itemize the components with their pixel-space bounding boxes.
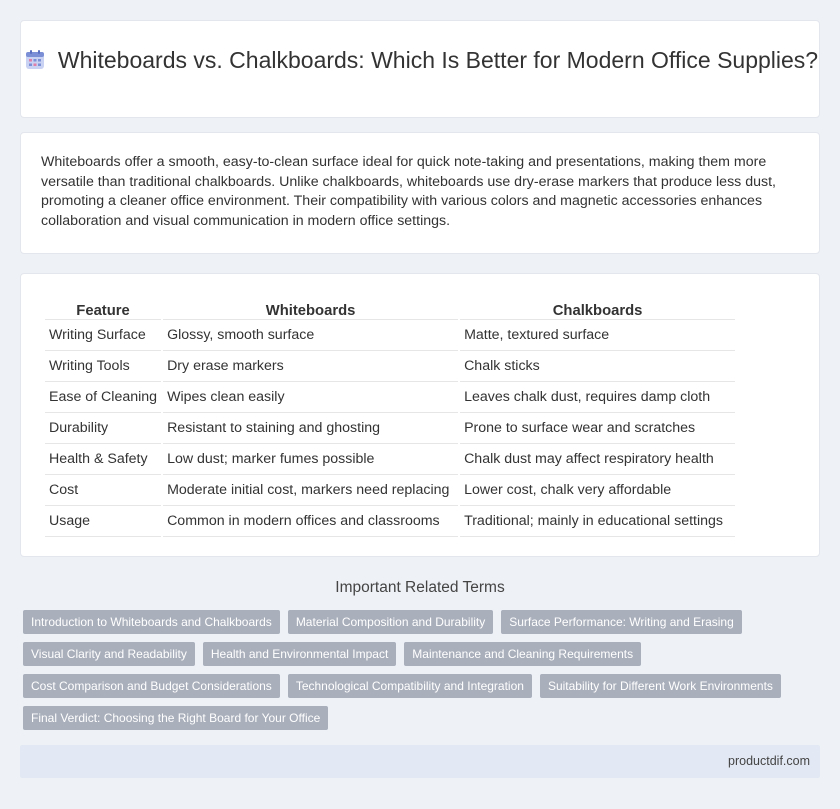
related-term-tag[interactable]: Final Verdict: Choosing the Right Board for Your Office	[23, 706, 328, 730]
header-whiteboards: Whiteboards	[163, 294, 458, 320]
chalkboard-cell: Chalk dust may affect respiratory health	[460, 444, 735, 475]
calendar-icon	[24, 49, 46, 71]
whiteboard-cell: Common in modern offices and classrooms	[163, 506, 458, 537]
table-row	[45, 506, 735, 537]
feature-cell: Usage	[45, 506, 161, 537]
chalkboard-cell: Traditional; mainly in educational settings	[460, 506, 735, 537]
intro-text: Whiteboards offer a smooth, easy-to-clean surface ideal for quick note-taking and presentations, making them more versatile than traditional chalkboards. Unlike chalkboards, whiteboards use dry-erase markers that produce less dust, promoting a cleaner office environment. Their compatibility with various colors and magnetic accessories enhances collaboration and visual communication in modern office settings.	[41, 154, 776, 229]
table-header-row	[45, 294, 735, 320]
related-term-tag[interactable]: Introduction to Whiteboards and Chalkboards	[23, 610, 280, 634]
feature-cell: Health & Safety	[45, 444, 161, 475]
whiteboard-cell: Glossy, smooth surface	[163, 320, 458, 351]
related-term-tag[interactable]: Surface Performance: Writing and Erasing	[501, 610, 742, 634]
header-feature: Feature	[45, 294, 161, 320]
comparison-table-card	[20, 273, 820, 557]
chalkboard-cell: Chalk sticks	[460, 351, 735, 382]
tag-row	[23, 642, 803, 666]
related-term-tag[interactable]: Maintenance and Cleaning Requirements	[404, 642, 641, 666]
table-row	[45, 382, 735, 413]
page-title-wrap	[21, 45, 821, 75]
table-row	[45, 320, 735, 351]
table-row	[45, 413, 735, 444]
related-term-tag[interactable]: Suitability for Different Work Environments	[540, 674, 781, 698]
feature-cell: Durability	[45, 413, 161, 444]
related-term-tag[interactable]: Material Composition and Durability	[288, 610, 493, 634]
intro-card	[20, 132, 820, 254]
feature-cell: Writing Tools	[45, 351, 161, 382]
comparison-table	[43, 294, 737, 537]
whiteboard-cell: Moderate initial cost, markers need replacing	[163, 475, 458, 506]
feature-cell: Writing Surface	[45, 320, 161, 351]
whiteboard-cell: Resistant to staining and ghosting	[163, 413, 458, 444]
tag-row	[23, 674, 803, 698]
feature-cell: Ease of Cleaning	[45, 382, 161, 413]
related-term-tag[interactable]: Visual Clarity and Readability	[23, 642, 195, 666]
whiteboard-cell: Dry erase markers	[163, 351, 458, 382]
related-term-tag[interactable]: Technological Compatibility and Integration	[288, 674, 532, 698]
related-term-tag[interactable]: Health and Environmental Impact	[203, 642, 396, 666]
whiteboard-cell: Low dust; marker fumes possible	[163, 444, 458, 475]
page-title: Whiteboards vs. Chalkboards: Which Is Better for Modern Office Supplies?	[57, 47, 819, 73]
related-terms-title: Important Related Terms	[335, 579, 505, 596]
related-terms-list	[23, 610, 803, 738]
table-row	[45, 444, 735, 475]
table-row	[45, 351, 735, 382]
chalkboard-cell: Matte, textured surface	[460, 320, 735, 351]
chalkboard-cell: Prone to surface wear and scratches	[460, 413, 735, 444]
chalkboard-cell: Leaves chalk dust, requires damp cloth	[460, 382, 735, 413]
tag-row	[23, 706, 803, 730]
table-row	[45, 475, 735, 506]
chalkboard-cell: Lower cost, chalk very affordable	[460, 475, 735, 506]
header-chalkboards: Chalkboards	[460, 294, 735, 320]
feature-cell: Cost	[45, 475, 161, 506]
related-term-tag[interactable]: Cost Comparison and Budget Considerations	[23, 674, 280, 698]
whiteboard-cell: Wipes clean easily	[163, 382, 458, 413]
footer-site-link[interactable]: productdif.com	[728, 754, 810, 768]
tag-row	[23, 610, 803, 634]
footer	[20, 745, 820, 778]
header-card	[20, 20, 820, 118]
